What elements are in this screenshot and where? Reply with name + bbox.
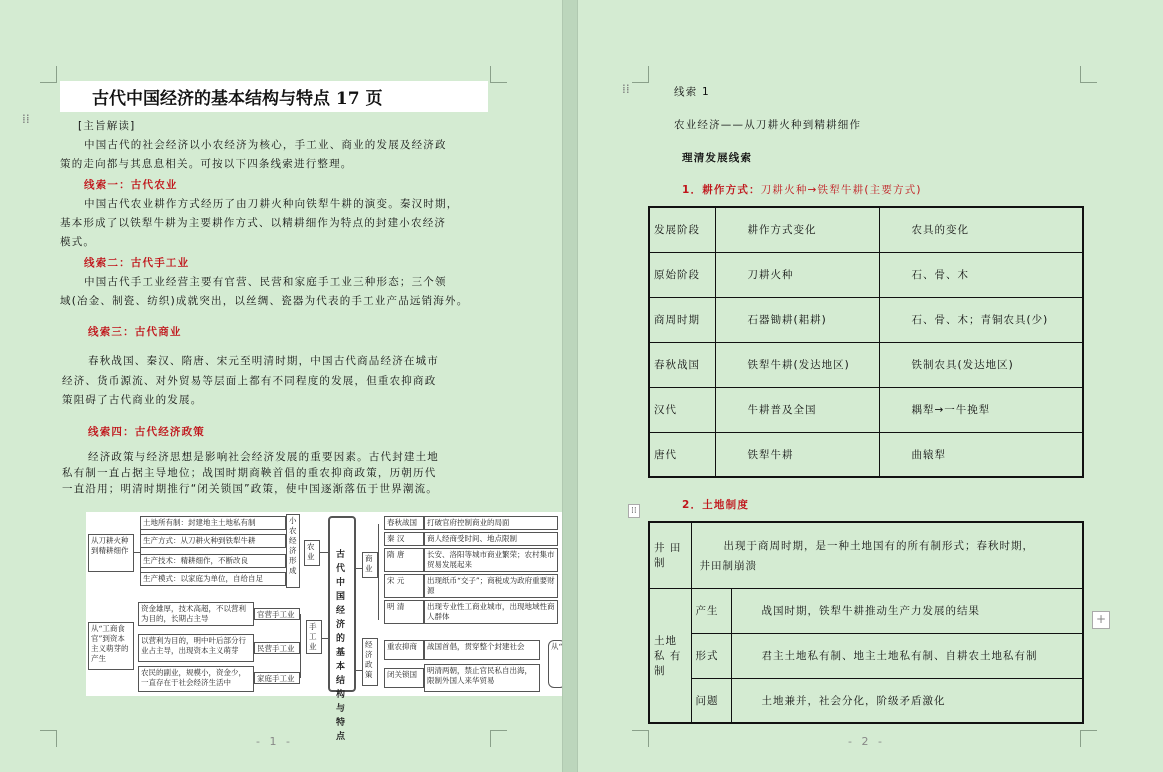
diagram-farm-item: 生产技术：精耕细作，不断改良 bbox=[140, 554, 286, 568]
table-row bbox=[649, 252, 1083, 297]
diagram-period-desc: 打破官府控制商业的局面 bbox=[424, 516, 558, 530]
diagram-farm-item: 生产方式：从刀耕火种到铁犁牛耕 bbox=[140, 534, 286, 548]
crop-mark bbox=[490, 66, 507, 83]
clue2-line: 域(冶金、制瓷、纺织)成就突出，以丝绸、瓷器为代表的手工业产品远销海外。 bbox=[60, 295, 469, 307]
crop-mark bbox=[1080, 730, 1097, 747]
table-cell: 耦犁→一牛挽犁 bbox=[879, 387, 1083, 432]
diagram-right-box: 从“ bbox=[548, 640, 566, 688]
table-cell: 唐代 bbox=[649, 432, 715, 477]
table-row bbox=[649, 387, 1083, 432]
diagram-period: 明 清 bbox=[384, 600, 424, 624]
table-cell: 农具的变化 bbox=[879, 207, 1083, 252]
section-heading: 理清发展线索 bbox=[682, 152, 753, 164]
table-cell: 石器锄耕(耜耕) bbox=[715, 297, 879, 342]
page-title: 古代中国经济的基本结构与特点 17 页 bbox=[92, 89, 383, 109]
table-cell: 原始阶段 bbox=[649, 252, 715, 297]
diagram-period: 春秋战国 bbox=[384, 516, 424, 530]
diagram-left-box: 从“工商食官”到资本主义萌芽的产生 bbox=[88, 622, 134, 670]
cell: 出现于商周时期，是一种土地国有的所有制形式；春秋时期， 井田制崩溃 bbox=[691, 522, 1083, 588]
cell: 产生 bbox=[691, 588, 731, 633]
diagram-craft-desc: 农民的副业，规模小，资金少，一直存在于社会经济生活中 bbox=[138, 666, 254, 692]
page-1 bbox=[0, 0, 562, 772]
diagram-left-box: 从刀耕火种到精耕细作 bbox=[88, 534, 134, 572]
page-number: - 2 - bbox=[848, 735, 885, 748]
land-table bbox=[648, 521, 1084, 724]
add-row-icon[interactable]: + bbox=[1092, 611, 1110, 629]
diagram-period-desc: 出现纸币“交子”；商税成为政府重要财源 bbox=[424, 574, 558, 598]
cell: 形式 bbox=[691, 633, 731, 678]
diagram-farm-item: 土地所有制：封建地主土地私有制 bbox=[140, 516, 286, 530]
diagram-policy-item: 闭关锁国 bbox=[384, 668, 424, 688]
clue3-line: 策阻碍了古代商业的发展。 bbox=[62, 394, 203, 406]
clue1-line: 中国古代农业耕作方式经历了由刀耕火种向铁犁牛耕的演变。秦汉时期， bbox=[84, 198, 459, 210]
clue-label: 线索 1 bbox=[674, 86, 710, 98]
structure-diagram bbox=[86, 512, 563, 742]
drag-handle-icon[interactable]: ⁞⁞ bbox=[22, 112, 30, 126]
clue1-line: 基本形成了以铁犁牛耕为主要耕作方式、以精耕细作为特点的封建小农经济 bbox=[60, 217, 447, 229]
diagram-craft-type: 官营手工业 bbox=[254, 608, 300, 620]
diagram-handicraft: 手工业 bbox=[306, 620, 322, 654]
crop-mark bbox=[40, 66, 57, 83]
table-cell: 铁制农具(发达地区) bbox=[879, 342, 1083, 387]
crop-mark bbox=[490, 730, 507, 747]
clue4-heading: 线索四：古代经济政策 bbox=[88, 426, 205, 438]
clue4-line: 私有制一直占据主导地位；战国时期商鞅首倡的重农抑商政策，历朝历代 bbox=[62, 467, 437, 479]
crop-mark bbox=[632, 730, 649, 747]
diagram-small-farm: 小农经济形成 bbox=[286, 514, 300, 588]
clue3-heading: 线索三：古代商业 bbox=[88, 326, 182, 338]
diagram-agriculture: 农业 bbox=[304, 540, 320, 566]
table-cell: 耕作方式变化 bbox=[715, 207, 879, 252]
diagram-policy-item: 重农抑商 bbox=[384, 640, 424, 660]
diagram-policy: 经济政策 bbox=[362, 638, 378, 686]
intro-line: 策的走向都与其息息相关。可按以下四条线索进行整理。 bbox=[60, 158, 353, 170]
table-cell: 铁犁牛耕(发达地区) bbox=[715, 342, 879, 387]
diagram-period-desc: 长安、洛阳等城市商业繁荣；农村集市贸易发展起来 bbox=[424, 548, 558, 572]
clue4-line: 一直沿用；明清时期推行“闭关锁国”政策，使中国逐渐落伍于世界潮流。 bbox=[62, 483, 438, 495]
clue2-line: 中国古代手工业经营主要有官营、民营和家庭手工业三种形态；三个领 bbox=[84, 276, 447, 288]
cell: 君主土地私有制、地主土地私有制、自耕农土地私有制 bbox=[731, 633, 1083, 678]
intro-label: [主旨解读] bbox=[78, 120, 136, 132]
diagram-period: 宋 元 bbox=[384, 574, 424, 598]
page-gutter bbox=[562, 0, 578, 772]
diagram-period: 隋 唐 bbox=[384, 548, 424, 572]
cell: 土地 私 有 制 bbox=[649, 588, 691, 723]
table-row bbox=[649, 207, 1083, 252]
diagram-policy-desc: 战国首倡，贯穿整个封建社会 bbox=[424, 640, 540, 660]
table-cell: 春秋战国 bbox=[649, 342, 715, 387]
cell: 问题 bbox=[691, 678, 731, 723]
page-2 bbox=[578, 0, 1163, 772]
clue1-heading: 线索一：古代农业 bbox=[84, 179, 178, 191]
table-cell: 商周时期 bbox=[649, 297, 715, 342]
table-cell: 曲辕犁 bbox=[879, 432, 1083, 477]
clue1-line: 模式。 bbox=[60, 236, 96, 248]
diagram-period: 秦 汉 bbox=[384, 532, 424, 546]
table-row bbox=[649, 342, 1083, 387]
section-2-title: 2．土地制度 bbox=[682, 499, 750, 511]
table-cell: 汉代 bbox=[649, 387, 715, 432]
table-row bbox=[649, 432, 1083, 477]
diagram-craft-desc: 以营利为目的，明中叶后部分行业占主导，出现资本主义萌芽 bbox=[138, 634, 254, 662]
cell: 井 田 制 bbox=[649, 522, 691, 588]
page-number: - 1 - bbox=[256, 735, 293, 748]
clue3-line: 经济、货币源流、对外贸易等层面上都有不同程度的发展，但重农抑商政 bbox=[62, 375, 437, 387]
diagram-farm-item: 生产模式：以家庭为单位，自给自足 bbox=[140, 572, 286, 586]
crop-mark bbox=[1080, 66, 1097, 83]
table-cell: 石、骨、木 bbox=[879, 252, 1083, 297]
diagram-craft-type: 家庭手工业 bbox=[254, 672, 300, 684]
diagram-craft-desc: 资金雄厚，技术高超，不以营利为目的，长期占主导 bbox=[138, 602, 254, 626]
intro-line: 中国古代的社会经济以小农经济为核心，手工业、商业的发展及经济政 bbox=[84, 139, 447, 151]
clue4-line: 经济政策与经济思想是影响社会经济发展的重要因素。古代封建土地 bbox=[88, 451, 439, 463]
diagram-commerce: 商业 bbox=[362, 552, 378, 578]
section-subtitle: 农业经济——从刀耕火种到精耕细作 bbox=[674, 119, 862, 131]
table-cell: 牛耕普及全国 bbox=[715, 387, 879, 432]
table-cell: 刀耕火种 bbox=[715, 252, 879, 297]
table-row bbox=[649, 297, 1083, 342]
crop-mark bbox=[632, 66, 649, 83]
section-1-title: 1．耕作方式：刀耕火种→铁犁牛耕(主要方式) bbox=[682, 184, 922, 196]
dots-icon[interactable]: ⁞⁞ bbox=[622, 82, 630, 96]
diagram-policy-desc: 明清两朝，禁止官民私自出海，限制外国人来华贸易 bbox=[424, 664, 540, 692]
diagram-center: 古代中国经济的基本结构与特点 bbox=[328, 516, 356, 692]
table-cell: 铁犁牛耕 bbox=[715, 432, 879, 477]
crop-mark bbox=[40, 730, 57, 747]
table-cell: 石、骨、木；青铜农具(少) bbox=[879, 297, 1083, 342]
diagram-period-desc: 商人经商受时间、地点限制 bbox=[424, 532, 558, 546]
table-handle-icon[interactable]: ⁞⁞ bbox=[628, 504, 640, 518]
clue3-line: 春秋战国、秦汉、隋唐、宋元至明清时期，中国古代商品经济在城市 bbox=[88, 355, 439, 367]
diagram-craft-type: 民营手工业 bbox=[254, 642, 300, 654]
farming-table bbox=[648, 206, 1084, 478]
cell: 战国时期，铁犁牛耕推动生产力发展的结果 bbox=[731, 588, 1083, 633]
diagram-period-desc: 出现专业性工商业城市，出现地域性商人群体 bbox=[424, 600, 558, 624]
clue2-heading: 线索二：古代手工业 bbox=[84, 257, 190, 269]
cell: 土地兼并，社会分化，阶级矛盾激化 bbox=[731, 678, 1083, 723]
table-cell: 发展阶段 bbox=[649, 207, 715, 252]
